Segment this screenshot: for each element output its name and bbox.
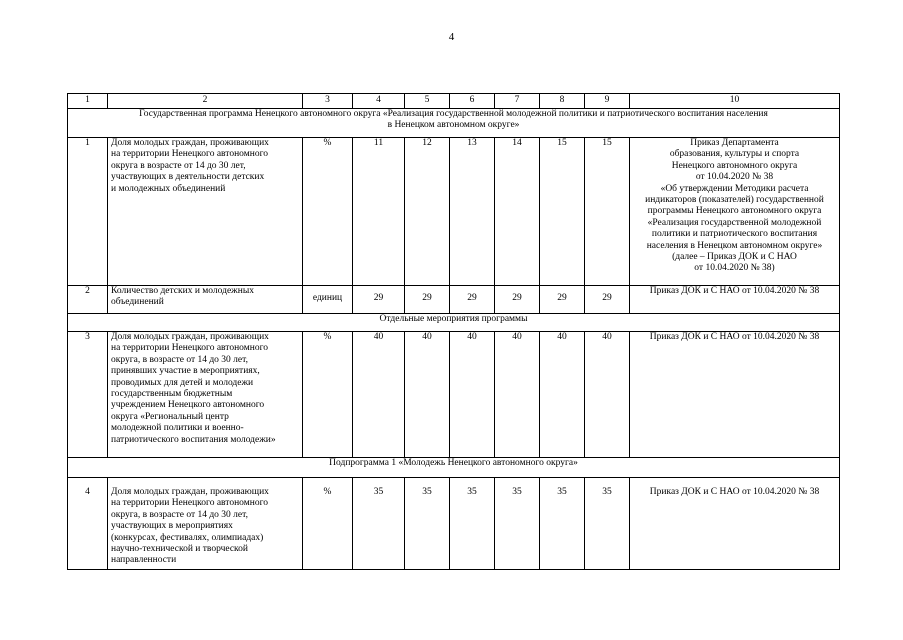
value-cell: 14 [495,138,540,286]
indicator-line: объединений [111,297,164,308]
unit-cell: % [303,487,353,569]
spacer-cell [495,478,540,488]
program-title-row [68,109,840,138]
indicator-line: патриотического воспитания молодежи» [111,434,276,445]
source-line: Приказ Департамента [690,138,779,148]
indicator-line: на территории Ненецкого автономного [111,498,268,509]
value-cell: 40 [405,332,450,458]
source-line: политики и патриотического воспитания [651,229,818,240]
section-row [68,314,840,332]
header-cell-4: 4 [353,94,405,109]
indicator-line: участвующих в деятельности детских [111,172,265,183]
source-cell [630,286,840,314]
unit-cell: % [303,332,353,458]
spacer-cell [353,478,405,488]
row-number: 3 [68,332,108,458]
indicator-line: округа, в возрасте от 14 до 30 лет, [111,354,248,365]
indicator-line: и молодежных объединений [111,183,226,194]
value-cell: 35 [450,487,495,569]
value-cell: 11 [353,138,405,286]
header-cell-2: 2 [108,94,303,109]
header-cell-10: 10 [630,94,840,109]
value-cell: 29 [540,286,585,314]
spacer-cell [108,478,303,488]
value-cell: 13 [450,138,495,286]
indicator-line: округа в возрасте от 14 до 30 лет, [111,160,246,171]
value-cell: 15 [585,138,630,286]
header-cell-1: 1 [68,94,108,109]
indicator-line: учреждением Ненецкого автономного [111,400,265,411]
value-cell: 35 [495,487,540,569]
source-line: от 10.04.2020 № 38) [694,263,775,274]
indicator-line: направленности [111,555,177,566]
spacer-cell [585,478,630,488]
spacer-cell [303,478,353,488]
value-cell: 35 [585,487,630,569]
value-cell: 40 [353,332,405,458]
header-cell-6: 6 [450,94,495,109]
source-line: Приказ ДОК и С НАО от 10.04.2020 № 38 [649,487,820,497]
unit-cell: единиц [303,286,353,314]
indicator-line: молодежной политики и военно- [111,423,244,434]
spacer-cell [630,478,840,488]
value-cell: 35 [405,487,450,569]
indicator-cell [108,332,303,458]
indicator-line: (конкурсах, фестивалях, олимпиадах) [111,532,264,543]
value-cell: 29 [353,286,405,314]
section-title: Отдельные мероприятия программы [68,314,840,332]
row-number: 4 [68,487,108,569]
header-cell-5: 5 [405,94,450,109]
spacer-row [68,478,840,488]
value-cell: 12 [405,138,450,286]
value-cell: 15 [540,138,585,286]
indicator-cell [108,487,303,569]
program-title-line: Государственная программа Ненецкого автономного округа «Реализация государственной молодежной политики и патриотического воспитания населения [139,109,768,119]
indicator-line: участвующих в мероприятиях [111,521,233,532]
source-cell [630,332,840,458]
value-cell: 35 [353,487,405,569]
value-cell: 35 [540,487,585,569]
source-cell [630,487,840,569]
spacer-cell [68,478,108,488]
indicator-line: проводимых для детей и молодежи [111,377,254,388]
source-line: Приказ ДОК и С НАО от 10.04.2020 № 38 [649,332,820,342]
value-cell: 29 [405,286,450,314]
indicator-line: на территории Ненецкого автономного [111,343,268,354]
value-cell: 40 [585,332,630,458]
table-row [68,332,840,458]
indicator-line: округа, в возрасте от 14 до 30 лет, [111,509,248,520]
indicator-line: Доля молодых граждан, проживающих [111,487,269,497]
value-cell: 29 [495,286,540,314]
indicator-line: государственным бюджетным [111,389,233,400]
spacer-cell [450,478,495,488]
indicators-table [67,93,840,570]
indicator-line: на территории Ненецкого автономного [111,149,268,160]
source-line: «Об утверждении Методики расчета [660,183,809,194]
table-row [68,286,840,314]
indicator-line: принявших участие в мероприятиях, [111,366,260,377]
indicator-line: округа «Региональный центр [111,411,229,422]
source-cell [630,138,840,286]
unit-cell: % [303,138,353,286]
spacer-cell [405,478,450,488]
header-cell-3: 3 [303,94,353,109]
indicator-line: научно-технической и творческой [111,544,249,555]
source-line: населения в Ненецком автономном округе» [646,240,823,251]
header-cell-7: 7 [495,94,540,109]
program-title-cell [68,109,840,138]
value-cell: 29 [585,286,630,314]
indicator-line: Количество детских и молодежных [111,286,254,296]
indicator-cell [108,138,303,286]
source-line: индикаторов (показателей) государственной [645,195,824,206]
source-line: программы Ненецкого автономного округа [647,206,822,217]
value-cell: 29 [450,286,495,314]
table-header-row [68,94,840,109]
header-cell-9: 9 [585,94,630,109]
spacer-cell [540,478,585,488]
source-line: Приказ ДОК и С НАО от 10.04.2020 № 38 [649,286,820,296]
indicator-cell [108,286,303,314]
source-line: (далее – Приказ ДОК и С НАО [672,252,797,263]
section-row [68,458,840,478]
table-row [68,138,840,286]
row-number: 1 [68,138,108,286]
source-line: «Реализация государственной молодежной [647,217,822,228]
source-line: от 10.04.2020 № 38 [695,172,774,183]
indicator-line: Доля молодых граждан, проживающих [111,138,269,148]
indicator-line: Доля молодых граждан, проживающих [111,332,269,342]
source-line: Ненецкого автономного округа [671,160,798,171]
source-line: образования, культуры и спорта [669,149,800,160]
value-cell: 40 [540,332,585,458]
header-cell-8: 8 [540,94,585,109]
page-number: 4 [448,31,455,43]
program-title-line: в Ненецком автономном округе» [387,120,520,131]
value-cell: 40 [495,332,540,458]
value-cell: 40 [450,332,495,458]
row-number: 2 [68,286,108,314]
table-row [68,487,840,569]
section-title: Подпрограмма 1 «Молодежь Ненецкого автономного округа» [68,458,840,478]
